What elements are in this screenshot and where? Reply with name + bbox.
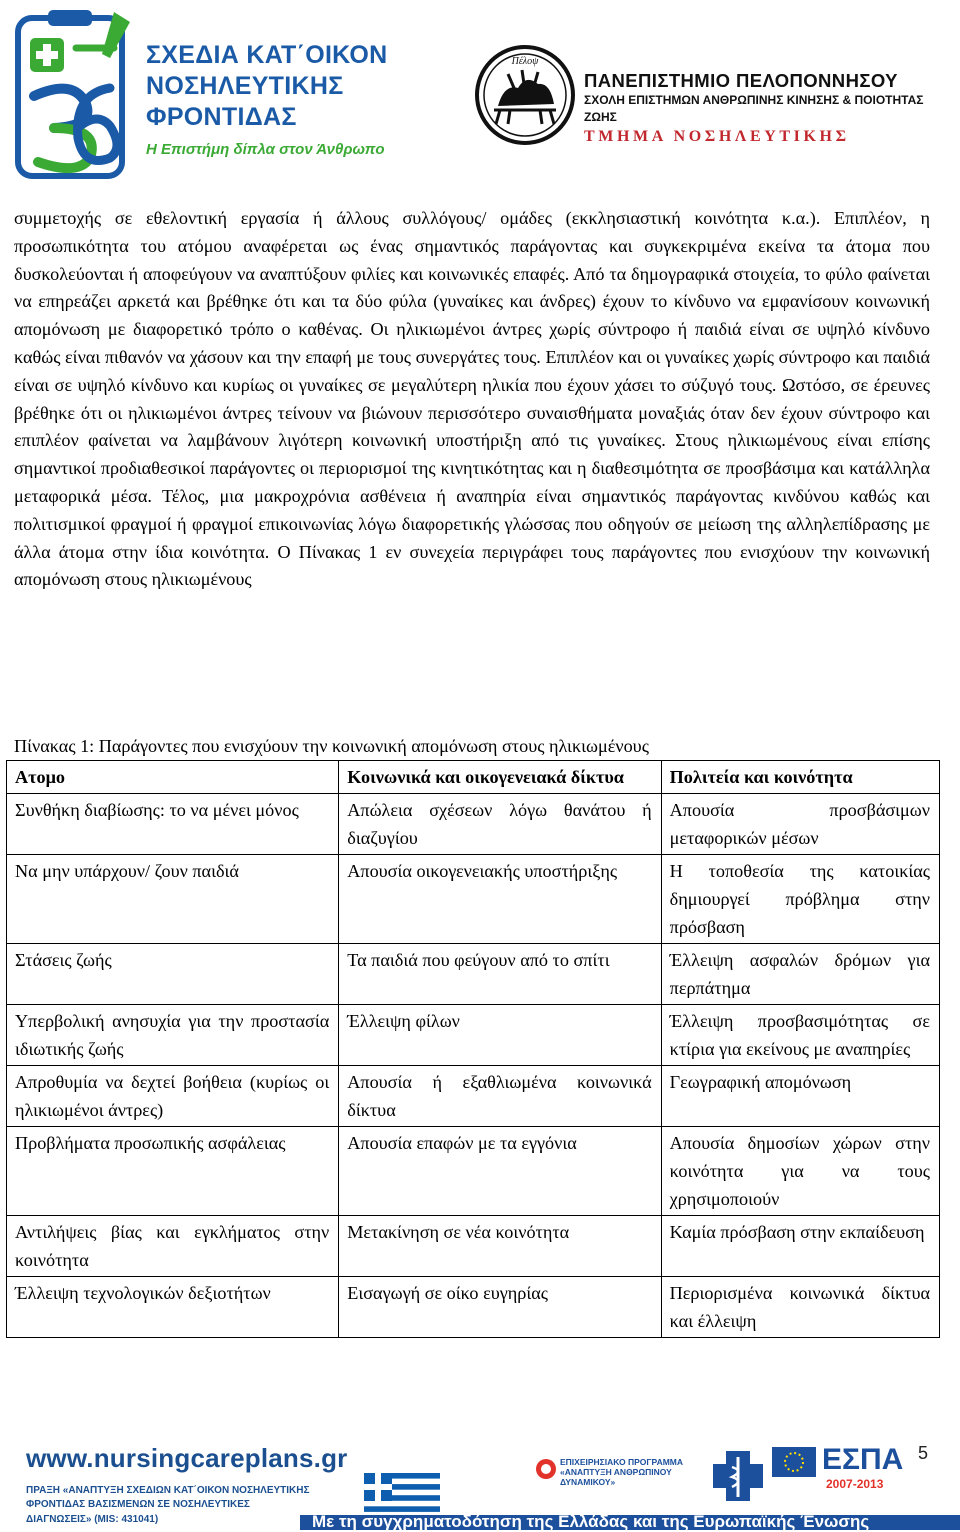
table-row <box>7 1127 940 1216</box>
university-text <box>584 70 954 148</box>
table-cell: Γεωγραφική απομόνωση <box>661 1066 939 1127</box>
table-cell: Απουσία επαφών με τα εγγόνια <box>339 1127 661 1216</box>
table-cell: Απουσία οικογενειακής υποστήριξης <box>339 855 661 944</box>
table-cell: Απροθυμία να δεχτεί βοήθεια (κυρίως οι ηλικιωμένοι άντρες) <box>7 1066 339 1127</box>
table-cell: Υπερβολική ανησυχία για την προστασία ιδιωτικής ζωής <box>7 1005 339 1066</box>
table-cell: Απώλεια σχέσεων λόγω θανάτου ή διαζυγίου <box>339 794 661 855</box>
table-header-state-community: Πολιτεία και κοινότητα <box>661 761 939 794</box>
eu-flag-icon <box>772 1447 816 1477</box>
school-name: ΣΧΟΛΗ ΕΠΙΣΤΗΜΩΝ ΑΝΘΡΩΠΙΝΗΣ ΚΙΝΗΣΗΣ & ΠΟΙΟΤΗΤΑΣ ΖΩΗΣ <box>584 93 924 124</box>
table-row <box>7 1066 940 1127</box>
logo-title-line-1: ΣΧΕΔΙΑ ΚΑΤ΄ΟΙΚΟΝ <box>146 41 388 69</box>
footer-project-line-1: ΠΡΑΞΗ «ΑΝΑΠΤΥΞΗ ΣΧΕΔΙΩΝ ΚΑΤ΄ΟΙΚΟΝ ΝΟΣΗΛΕΥΤΙΚΗΣ <box>26 1485 310 1496</box>
table-cell: Η τοποθεσία της κατοικίας δημιουργεί πρόβλημα στην πρόσβαση <box>661 855 939 944</box>
page-footer <box>0 1437 960 1530</box>
logo-left-text <box>146 40 446 158</box>
table-header-individual: Ατομο <box>7 761 339 794</box>
university-name: ΠΑΝΕΠΙΣΤΗΜΙΟ ΠΕΛΟΠΟΝΝΗΣΟΥ <box>584 70 898 91</box>
table-row <box>7 794 940 855</box>
table-cell: Έλλειψη προσβασιμότητας σε κτίρια για εκείνους με αναπηρίες <box>661 1005 939 1066</box>
espa-logo-text: ΕΣΠΑ <box>822 1443 904 1476</box>
table-row <box>7 1005 940 1066</box>
table-cell: Απουσία προσβάσιμων μεταφορικών μέσων <box>661 794 939 855</box>
footer-website-link[interactable]: www.nursingcareplans.gr <box>26 1443 348 1473</box>
page-header <box>0 0 960 190</box>
seal-inscription: Πέλοψ <box>511 56 539 67</box>
table-cell: Αντιλήψεις βίας και εγκλήματος στην κοινότητα <box>7 1216 339 1277</box>
logo-title-line-2: ΝΟΣΗΛΕΥΤΙΚΗΣ <box>146 72 344 100</box>
table-row <box>7 944 940 1005</box>
table-cell: Στάσεις ζωής <box>7 944 339 1005</box>
table-cell: Έλλειψη φίλων <box>339 1005 661 1066</box>
table-cell: Καμία πρόσβαση στην εκπαίδευση <box>661 1216 939 1277</box>
logo-tagline: Η Επιστήμη δίπλα στον Άνθρωπο <box>146 141 385 158</box>
operational-programme-text: ΕΠΙΧΕΙΡΗΣΙΑΚΟ ΠΡΟΓΡΑΜΜΑ «ΑΝΑΠΤΥΞΗ ΑΝΘΡΩΠΙΝΟΥ ΔΥΝΑΜΙΚΟΥ» <box>560 1457 684 1487</box>
table-row <box>7 1277 940 1338</box>
table-header-row <box>7 761 940 794</box>
table-row <box>7 1216 940 1277</box>
table-cell: Εισαγωγή σε οίκο ευγηρίας <box>339 1277 661 1338</box>
body-paragraph: συμμετοχής σε εθελοντική εργασία ή άλλους συλλόγους/ ομάδες (εκκλησιαστική κοινότητα κ.α.). Επιπλέον, η προσωπικότητα του ατόμου αναφέρεται ως ένας σημαντικός παράγοντας και συγκεκριμένα εκείνα τα άτομα που δυσκολεύονται ή αποφεύγουν να αναπτύξουν φιλίες και κοινωνικές επαφές. Από τα δημογραφικά στοιχεία, το φύλο φαίνεται να επηρεάζει αρκετά και βρέθηκε ότι και τα δύο φύλα (γυναίκες και άνδρες) έχουν το κίνδυνο να εμφανίσουν κοινωνική απομόνωση με διαφορετικό τρόπο ο καθένας. Οι ηλικιωμένοι άντρες χωρίς σύντροφο ή παιδιά είναι σε υψηλό κίνδυνο καθώς είναι πιθανόν να χάσουν και την επαφή με τους συνεργάτες τους. Επιπλέον και οι γυναίκες χωρίς σύντροφο και παιδιά είναι σε υψηλό κίνδυνο και κυρίως οι γυναίκες σε μεγαλύτερη ηλικία που έχουν χάσει το σύζυγό τους. Ωστόσο, σε έρευνες βρέθηκε ότι οι ηλικιωμένοι άντρες τείνουν να βιώνουν περισσότερο συναισθήματα μοναξιάς όταν δεν έχουν σύντροφο και επιπλέον φαίνεται να λαμβάνουν λιγότερη κοινωνική υποστήριξη από τις γυναίκες. Στους ηλικιωμένους είναι επίσης σημαντικοί προδιαθεσικοί παράγοντες οι περιορισμοί της κινητικότητας και η διαθεσιμότητα σε προσβάσιμα και κατάλληλα μεταφορικά μέσα. Τέλος, μια μακροχρόνια ασθένεια ή αναπηρία είναι σημαντικός παράγοντας κινδύνου καθώς και πολιτισμικοί φραγμοί ή φραγμοί επικοινωνίας λόγω διαφορετικής γλώσσας που οδηγούν σε μείωση της αλληλεπίδρασης με άλλα άτομα στην ίδια κοινότητα. Ο Πίνακας 1 εν συνεχεία περιγράφει τους παράγοντες που ενισχύουν την κοινωνική απομόνωση στους ηλικιωμένους <box>14 208 930 590</box>
table-cell: Τα παιδιά που φεύγουν από το σπίτι <box>339 944 661 1005</box>
table-cell: Συνθήκη διαβίωσης: το να μένει μόνος <box>7 794 339 855</box>
logo-title-line-3: ΦΡΟΝΤΙΔΑΣ <box>146 103 297 131</box>
page-number: 5 <box>918 1443 929 1463</box>
table-cell: Μετακίνηση σε νέα κοινότητα <box>339 1216 661 1277</box>
table-cell: Να μην υπάρχουν/ ζουν παιδιά <box>7 855 339 944</box>
table-caption: Πίνακας 1: Παράγοντες που ενισχύουν την κοινωνική απομόνωση στους ηλικιωμένους <box>14 736 649 756</box>
nursing-plans-logo-icon <box>14 8 134 180</box>
table-cell: Προβλήματα προσωπικής ασφάλειας <box>7 1127 339 1216</box>
ministry-health-logo-icon <box>708 1447 768 1505</box>
footer-project-line-3: ΔΙΑΓΝΩΣΕΙΣ» (MIS: 431041) <box>26 1514 159 1525</box>
table-cell: Περιορισμένα κοινωνικά δίκτυα και έλλειψη <box>661 1277 939 1338</box>
espa-years: 2007-2013 <box>826 1477 884 1491</box>
table-header-social-networks: Κοινωνικά και οικογενειακά δίκτυα <box>339 761 661 794</box>
table-cell: Έλλειψη ασφαλών δρόμων για περπάτημα <box>661 944 939 1005</box>
footer-project-line-2: ΦΡΟΝΤΙΔΑΣ ΒΑΣΙΣΜΕΝΩΝ ΣΕ ΝΟΣΗΛΕΥΤΙΚΕΣ <box>26 1499 250 1510</box>
cofunding-text: Με τη συγχρηματοδότηση της Ελλάδας και της Ευρωπαϊκής Ένωσης <box>312 1512 870 1531</box>
university-seal-icon <box>474 44 576 146</box>
table-cell: Απουσία δημοσίων χώρων στην κοινότητα για να τους χρησιμοποιούν <box>661 1127 939 1216</box>
department-name: ΤΜΗΜΑ ΝΟΣΗΛΕΥΤΙΚΗΣ <box>584 128 850 145</box>
table-cell: Έλλειψη τεχνολογικών δεξιοτήτων <box>7 1277 339 1338</box>
table-cell: Απουσία ή εξαθλιωμένα κοινωνικά δίκτυα <box>339 1066 661 1127</box>
table-row <box>7 855 940 944</box>
factors-table <box>6 760 940 1338</box>
